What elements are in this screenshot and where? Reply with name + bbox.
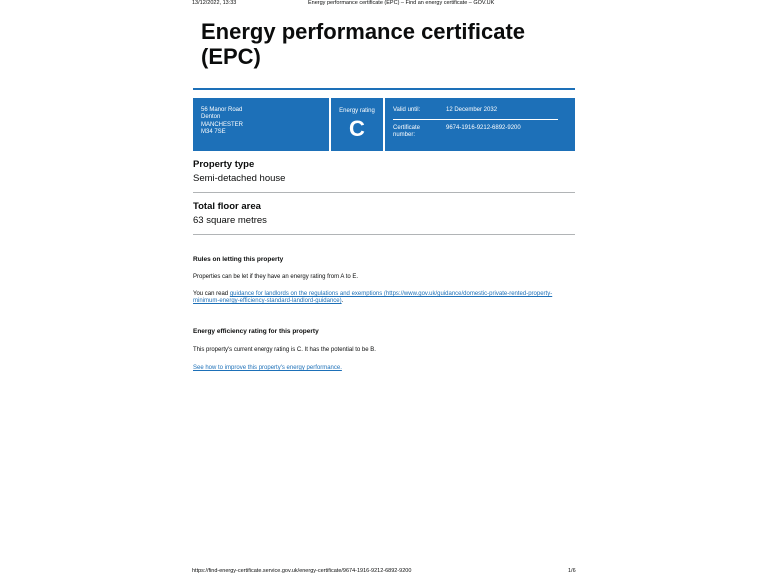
- print-datetime: 13/12/2022, 13:33: [192, 0, 237, 6]
- print-header: [0, 0, 768, 8]
- letting-heading: Rules on letting this property: [193, 256, 284, 263]
- address-line: 56 Manor Road: [201, 107, 243, 113]
- print-url: https://find-energy-certificate.service.gov.uk/energy-certificate/9674-1916-9212-6892-9200: [192, 568, 412, 574]
- title-divider: [193, 88, 575, 90]
- letting-guidance-suffix: .: [341, 298, 344, 305]
- efficiency-paragraph: This property's current energy rating is C. It has the potential to be B.: [193, 347, 376, 353]
- box-inner-rule: [393, 119, 558, 120]
- print-doc-title: Energy performance certificate (EPC) – Find an energy certificate – GOV.UK: [308, 0, 495, 6]
- summary-divider: [193, 234, 575, 235]
- improve-performance-link[interactable]: See how to improve this property's energy performance.: [193, 365, 342, 371]
- energy-rating-label: Energy rating: [339, 108, 375, 114]
- address-line: MANCHESTER: [201, 121, 244, 128]
- letting-guidance-prefix: You can read: [193, 291, 230, 297]
- floor-area-label: Total floor area: [193, 201, 261, 212]
- property-address: [201, 107, 243, 137]
- valid-until-value: 12 December 2032: [446, 107, 498, 113]
- box-divider: [383, 98, 385, 151]
- letting-paragraph: Properties can be let if they have an energy rating from A to E.: [193, 274, 359, 280]
- address-line: Denton: [201, 114, 221, 121]
- efficiency-heading: Energy efficiency rating for this property: [193, 328, 319, 335]
- property-type-value: Semi-detached house: [193, 173, 286, 184]
- certificate-number-label: Certificate number:: [393, 125, 421, 139]
- certificate-number-value: 9674-1916-9212-6892-9200: [446, 125, 521, 131]
- summary-divider: [193, 192, 575, 193]
- epc-summary-box: [193, 98, 575, 151]
- valid-until-label: Valid until:: [393, 107, 421, 113]
- address-line: M34 7SE: [201, 129, 226, 136]
- page-title: Energy performance certificate (EPC): [201, 19, 526, 69]
- property-type-label: Property type: [193, 159, 255, 170]
- energy-rating-letter: C: [349, 116, 365, 141]
- efficiency-link-row: [193, 365, 575, 372]
- landlord-guidance-link[interactable]: guidance for landlords on the regulations and exemptions (https://www.gov.uk/guidance/domestic-private-rented-property-minimum-energy-efficiency-standard-landlord-guidance): [193, 291, 553, 305]
- letting-guidance-paragraph: [193, 291, 575, 306]
- print-page-number: 1/6: [568, 568, 576, 574]
- floor-area-value: 63 square metres: [193, 215, 267, 226]
